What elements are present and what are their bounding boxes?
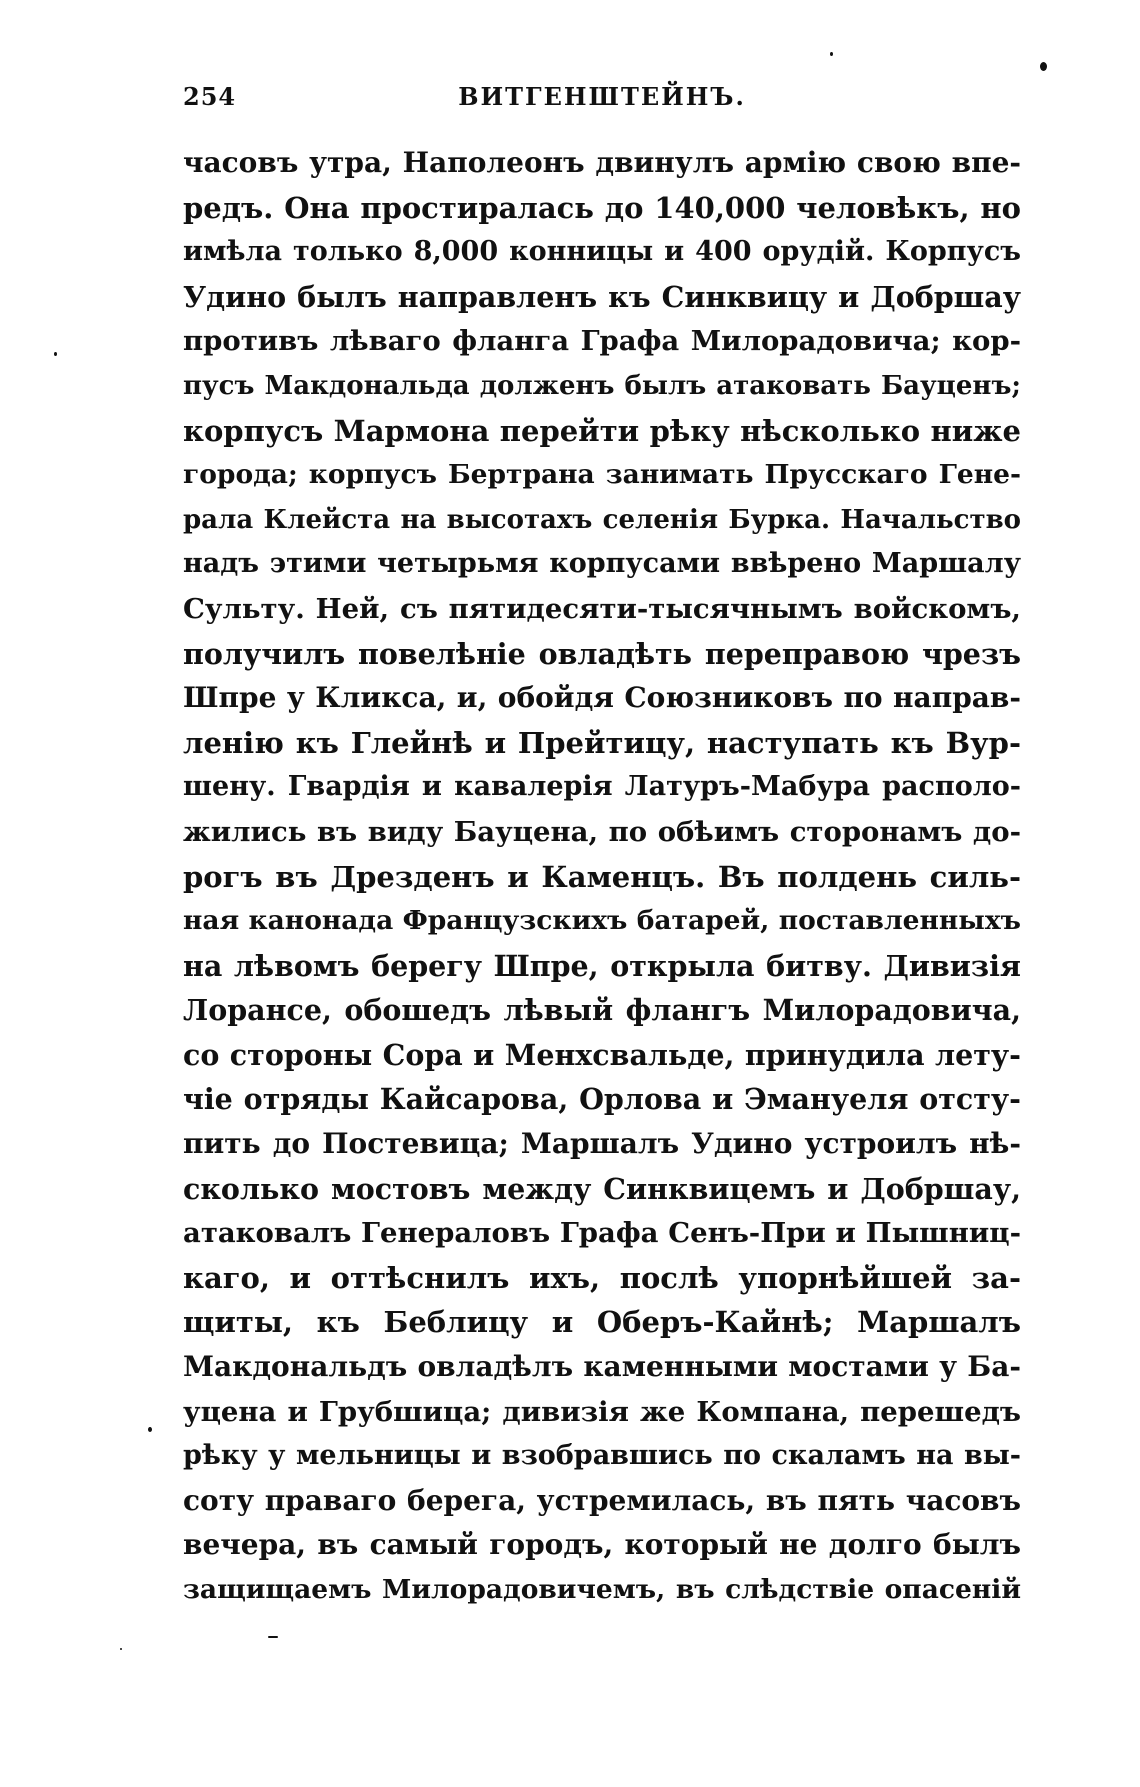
text-line: рала Клейста на высотахъ селенія Бурка. Начальство xyxy=(183,504,1021,535)
scan-speck xyxy=(1040,62,1047,71)
text-line: ная канонада Французскихъ батарей, поставленныхъ xyxy=(183,905,1021,937)
text-line: часовъ утра, Наполеонъ двинулъ армію свою впе- xyxy=(183,146,1021,179)
text-line: надъ этими четырьмя корпусами ввѣрено Маршалу xyxy=(183,548,1021,580)
text-line: Сульту. Ней, съ пятидесяти-тысячнымъ войскомъ, xyxy=(183,592,1021,625)
body-text xyxy=(183,141,1021,1613)
text-line: Лорансе, обошедъ лѣвый флангъ Милорадовича, xyxy=(183,993,1021,1028)
text-line: пусъ Макдональда долженъ былъ атаковать Бауценъ; xyxy=(183,370,1021,401)
text-line: Шпре у Кликса, и, обойдя Союзниковъ по направ- xyxy=(183,681,1021,715)
scan-speck xyxy=(120,1648,122,1650)
text-line: атаковалъ Генераловъ Графа Сенъ-При и Пышниц- xyxy=(183,1217,1021,1250)
text-line: противъ лѣваго фланга Графа Милорадовича; кор- xyxy=(183,325,1021,358)
text-line: чіе отряды Кайсарова, Орлова и Эмануеля отсту- xyxy=(183,1082,1021,1117)
text-line: соту праваго берега, устремилась, въ пять часовъ xyxy=(183,1483,1021,1517)
text-line: щиты, къ Беблицу и Оберъ-Кайнѣ; Маршалъ xyxy=(183,1305,1021,1340)
text-line: ленію къ Глейнѣ и Прейтицу, наступать къ Вур- xyxy=(183,725,1021,760)
text-line: редъ. Она простиралась до 140,000 человѣкъ, но xyxy=(183,190,1021,225)
text-line: Макдональдъ овладѣлъ каменными мостами у Ба- xyxy=(183,1350,1021,1384)
text-line: города; корпусъ Бертрана занимать Прусскаго Гене- xyxy=(183,459,1021,491)
text-line: защищаемъ Милорадовичемъ, въ слѣдствіе опасеній xyxy=(183,1574,1021,1605)
page-header xyxy=(183,82,1021,122)
page-number: 254 xyxy=(183,82,237,111)
running-head: ВИТГЕНШТЕЙНЪ. xyxy=(458,82,746,111)
text-line: вечера, въ самый городъ, который не долго былъ xyxy=(183,1528,1021,1562)
text-line: имѣла только 8,000 конницы и 400 орудій. Корпусъ xyxy=(183,236,1021,268)
text-line: каго, и оттѣснилъ ихъ, послѣ упорнѣйшей за- xyxy=(183,1260,1021,1295)
scan-speck xyxy=(54,352,57,356)
text-line: шену. Гвардія и кавалерія Латуръ-Мабура располо- xyxy=(183,771,1021,803)
scan-speck xyxy=(268,1636,278,1638)
text-line: корпусъ Мармона перейти рѣку нѣсколько ниже xyxy=(183,413,1021,448)
text-line: рѣку у мельницы и взобравшись по скаламъ на вы- xyxy=(183,1440,1021,1472)
text-line: пить до Постевица; Маршалъ Удино устроилъ нѣ- xyxy=(183,1127,1021,1161)
text-line: получилъ повелѣніе овладѣть переправою чрезъ xyxy=(183,636,1021,671)
scan-speck xyxy=(148,1427,152,1432)
text-line: жились въ виду Бауцена, по обѣимъ сторонамъ до- xyxy=(183,815,1021,848)
text-line: со стороны Сора и Менхсвальде, принудила лету- xyxy=(183,1037,1021,1072)
text-line: Удино былъ направленъ къ Синквицу и Добршау xyxy=(183,279,1021,314)
text-line: сколько мостовъ между Синквицемъ и Добршау, xyxy=(183,1171,1021,1206)
text-line: уцена и Грубшица; дивизія же Компана, перешедъ xyxy=(183,1395,1021,1428)
scan-speck xyxy=(830,52,833,56)
text-line: на лѣвомъ берегу Шпре, открыла битву. Дивизія xyxy=(183,948,1021,983)
text-line: рогъ въ Дрезденъ и Каменцъ. Въ полдень силь- xyxy=(183,859,1021,894)
